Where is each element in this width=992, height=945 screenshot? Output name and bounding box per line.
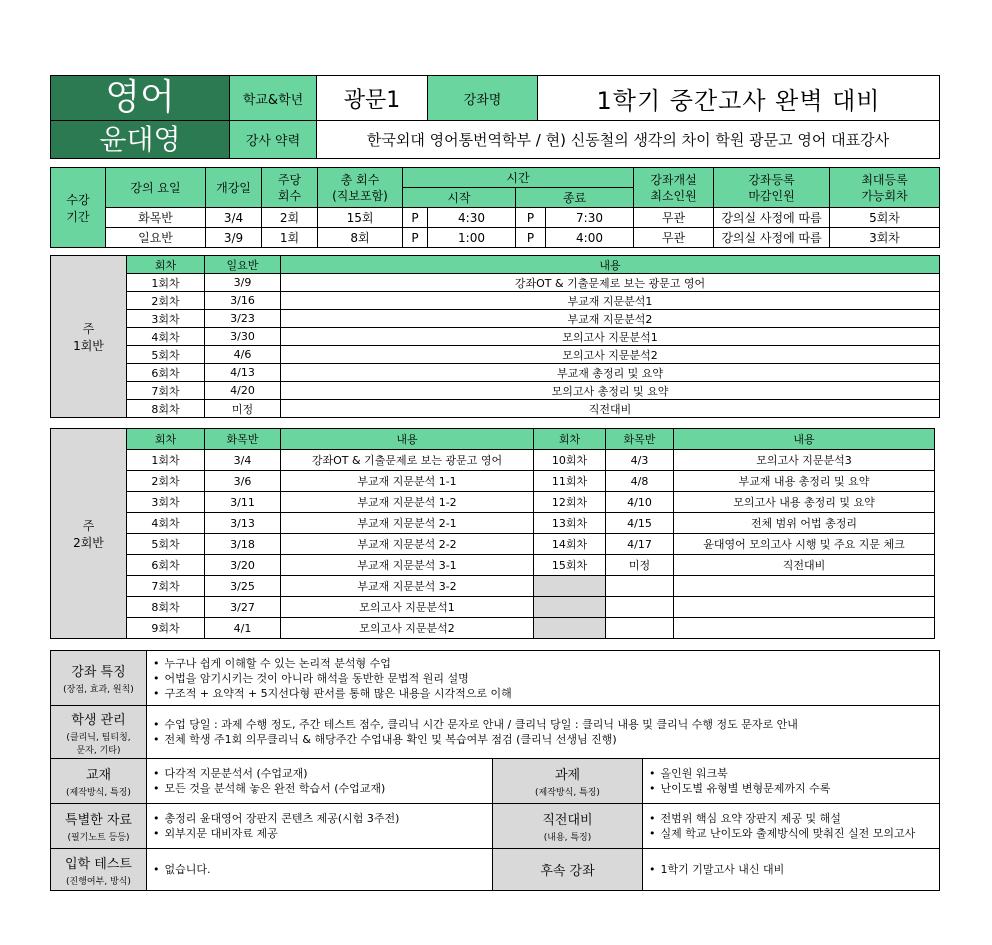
session-number-2: 11회차 bbox=[534, 471, 606, 492]
followup-course-content bbox=[643, 849, 940, 891]
weekly-twice-schedule bbox=[50, 428, 935, 639]
header-date: 일요반 bbox=[205, 256, 281, 274]
label-sub: (장점, 효과, 원칙) bbox=[63, 685, 134, 695]
course-feature-content bbox=[147, 651, 940, 706]
list-item: • 외부지문 대비자료 제공 bbox=[153, 826, 492, 841]
weekly-once-schedule bbox=[50, 255, 940, 418]
session-content: 강좌OT & 기출문제로 보는 광문고 영어 bbox=[281, 274, 940, 292]
ampm-start: P bbox=[403, 208, 428, 228]
entrance-test-label bbox=[51, 849, 147, 891]
label-sub: (제작방식, 특징) bbox=[66, 788, 131, 798]
homework-label bbox=[493, 759, 643, 804]
table-row bbox=[51, 513, 935, 534]
ampm-end: P bbox=[516, 228, 546, 248]
special-material-content bbox=[147, 804, 493, 849]
session-content-2: 직전대비 bbox=[674, 555, 935, 576]
header-content-2: 내용 bbox=[674, 429, 935, 450]
session-date: 미정 bbox=[205, 400, 281, 418]
course-feature-label bbox=[51, 651, 147, 706]
textbook-content bbox=[147, 759, 493, 804]
bullet-list bbox=[153, 766, 492, 796]
textbook-label bbox=[51, 759, 147, 804]
session-number: 3회차 bbox=[127, 310, 205, 328]
session-content: 직전대비 bbox=[281, 400, 940, 418]
header-deadline: 강좌등록 마감인원 bbox=[714, 168, 830, 208]
session-content: 부교재 지문분석 2-2 bbox=[281, 534, 534, 555]
min-people: 무관 bbox=[634, 208, 714, 228]
session-number-2: 12회차 bbox=[534, 492, 606, 513]
header-time-start: 시작 bbox=[403, 188, 516, 208]
list-item: • 없습니다. bbox=[153, 862, 492, 877]
session-content-2: 부교재 내용 총정리 및 요약 bbox=[674, 471, 935, 492]
table-row bbox=[51, 328, 940, 346]
session-number-2 bbox=[534, 618, 606, 639]
session-date-2: 4/10 bbox=[606, 492, 674, 513]
table-row bbox=[51, 471, 935, 492]
session-date: 3/9 bbox=[205, 274, 281, 292]
session-date: 4/13 bbox=[205, 364, 281, 382]
label-main: 특별한 자료 bbox=[65, 813, 132, 828]
session-date-2: 4/8 bbox=[606, 471, 674, 492]
teacher-name: 윤대영 bbox=[51, 121, 230, 159]
list-item: • 어법을 암기시키는 것이 아니라 해석을 동반한 문법적 원리 설명 bbox=[153, 671, 939, 686]
session-date-2 bbox=[606, 576, 674, 597]
followup-course-label bbox=[493, 849, 643, 891]
session-number: 5회차 bbox=[127, 534, 205, 555]
session-date: 3/25 bbox=[205, 576, 281, 597]
week2-side-label: 주 2회반 bbox=[51, 429, 127, 639]
header-day: 강의 요일 bbox=[106, 168, 206, 208]
list-item: • 전범위 핵심 요약 장판지 제공 및 해설 bbox=[649, 811, 939, 826]
course-label: 강좌명 bbox=[428, 76, 538, 121]
label-sub: (필기노트 등등) bbox=[67, 833, 130, 843]
session-number: 6회차 bbox=[127, 555, 205, 576]
table-row bbox=[51, 292, 940, 310]
session-content: 부교재 지문분석2 bbox=[281, 310, 940, 328]
ampm-end: P bbox=[516, 208, 546, 228]
session-number: 7회차 bbox=[127, 576, 205, 597]
session-date: 4/6 bbox=[205, 346, 281, 364]
session-number: 5회차 bbox=[127, 346, 205, 364]
label-main: 입학 테스트 bbox=[65, 856, 132, 872]
session-number: 8회차 bbox=[127, 597, 205, 618]
header-date: 화목반 bbox=[205, 429, 281, 450]
label-sub: (제작방식, 특징) bbox=[535, 788, 600, 798]
bullet-list bbox=[153, 811, 492, 841]
session-content: 모의고사 지문분석2 bbox=[281, 346, 940, 364]
session-date: 3/6 bbox=[205, 471, 281, 492]
session-content: 부교재 지문분석 2-1 bbox=[281, 513, 534, 534]
session-content: 부교재 지문분석 3-2 bbox=[281, 576, 534, 597]
per-week: 2회 bbox=[262, 208, 318, 228]
session-content-2 bbox=[674, 618, 935, 639]
table-row bbox=[51, 346, 940, 364]
session-number: 4회차 bbox=[127, 328, 205, 346]
list-item: • 실제 학교 난이도와 출제방식에 맞춰진 실전 모의고사 bbox=[649, 826, 939, 841]
final-prep-content bbox=[643, 804, 940, 849]
special-material-label bbox=[51, 804, 147, 849]
label-main: 후속 강좌 bbox=[540, 864, 595, 879]
session-number: 4회차 bbox=[127, 513, 205, 534]
table-row bbox=[51, 400, 940, 418]
header-session-2: 회차 bbox=[534, 429, 606, 450]
header-session: 회차 bbox=[127, 256, 205, 274]
table-row bbox=[51, 555, 935, 576]
session-date: 3/18 bbox=[205, 534, 281, 555]
session-number-2: 13회차 bbox=[534, 513, 606, 534]
session-date: 3/20 bbox=[205, 555, 281, 576]
subject-title: 영어 bbox=[51, 76, 230, 121]
course-period-table bbox=[50, 167, 940, 248]
list-item: • 난이도별 유형별 변형문제까지 수록 bbox=[649, 781, 939, 796]
session-number-2: 14회차 bbox=[534, 534, 606, 555]
session-content: 부교재 지문분석1 bbox=[281, 292, 940, 310]
session-content: 부교재 지문분석 1-2 bbox=[281, 492, 534, 513]
week1-side-label: 주 1회반 bbox=[51, 256, 127, 418]
bullet-list bbox=[649, 766, 939, 796]
session-content: 모의고사 지문분석1 bbox=[281, 597, 534, 618]
start-date: 3/9 bbox=[206, 228, 262, 248]
session-date-2: 4/15 bbox=[606, 513, 674, 534]
max-session: 3회차 bbox=[830, 228, 940, 248]
label-sub: (내용, 특징) bbox=[543, 833, 592, 843]
label-sub: (클리닉, 팀티칭, 문자, 기타) bbox=[66, 732, 131, 756]
session-content: 모의고사 지문분석2 bbox=[281, 618, 534, 639]
session-date-2 bbox=[606, 618, 674, 639]
label-main: 직전대비 bbox=[542, 813, 593, 828]
session-content: 모의고사 지문분석1 bbox=[281, 328, 940, 346]
session-date: 3/16 bbox=[205, 292, 281, 310]
deadline: 강의실 사정에 따름 bbox=[714, 208, 830, 228]
session-date-2 bbox=[606, 597, 674, 618]
header-per-week: 주당 회수 bbox=[262, 168, 318, 208]
session-date-2: 4/17 bbox=[606, 534, 674, 555]
table-row bbox=[51, 576, 935, 597]
time-end: 7:30 bbox=[546, 208, 634, 228]
session-content: 부교재 지문분석 3-1 bbox=[281, 555, 534, 576]
header-max: 최대등록 가능회차 bbox=[830, 168, 940, 208]
table-row bbox=[51, 382, 940, 400]
session-content-2 bbox=[674, 597, 935, 618]
session-date: 4/1 bbox=[205, 618, 281, 639]
career-value: 한국외대 영어통번역학부 / 현) 신동철의 생각의 차이 학원 광문고 영어 대표강사 bbox=[317, 121, 940, 159]
session-date: 3/11 bbox=[205, 492, 281, 513]
list-item: • 총정리 윤대영어 장판지 콘텐츠 제공(시험 3주전) bbox=[153, 811, 492, 826]
table-row bbox=[51, 274, 940, 292]
session-content-2 bbox=[674, 576, 935, 597]
period-row bbox=[51, 208, 940, 228]
session-content: 부교재 지문분석 1-1 bbox=[281, 471, 534, 492]
table-row bbox=[51, 492, 935, 513]
session-number-2: 15회차 bbox=[534, 555, 606, 576]
session-number: 1회차 bbox=[127, 274, 205, 292]
list-item: • 수업 당일 : 과제 수행 정도, 주간 테스트 점수, 클리닉 시간 문자로 안내 / 클리닉 당일 : 클리닉 내용 및 클리닉 수행 정도 문자로 안내 bbox=[153, 717, 939, 732]
bullet-list bbox=[153, 656, 939, 701]
day: 화목반 bbox=[106, 208, 206, 228]
final-prep-label bbox=[493, 804, 643, 849]
session-date-2: 미정 bbox=[606, 555, 674, 576]
header-date-2: 화목반 bbox=[606, 429, 674, 450]
list-item: • 구조적 + 요약적 + 5지선다형 판서를 통해 많은 내용을 시각적으로 이해 bbox=[153, 686, 939, 701]
session-date: 3/27 bbox=[205, 597, 281, 618]
header-min: 강좌개설 최소인원 bbox=[634, 168, 714, 208]
label-main: 교재 bbox=[85, 768, 112, 783]
course-title: 1학기 중간고사 완벽 대비 bbox=[538, 76, 940, 121]
list-item: • 다각적 지문분석서 (수업교재) bbox=[153, 766, 492, 781]
time-start: 1:00 bbox=[428, 228, 516, 248]
session-content: 모의고사 총정리 및 요약 bbox=[281, 382, 940, 400]
period-side-label: 수강 기간 bbox=[51, 168, 106, 248]
bullet-list bbox=[649, 862, 939, 877]
session-content-2: 모의고사 지문분석3 bbox=[674, 450, 935, 471]
table-row bbox=[51, 597, 935, 618]
label-main: 강좌 특징 bbox=[71, 665, 126, 680]
label-main: 과제 bbox=[554, 768, 581, 783]
homework-content bbox=[643, 759, 940, 804]
session-date: 4/20 bbox=[205, 382, 281, 400]
label-main: 학생 관리 bbox=[71, 712, 126, 728]
session-date-2: 4/3 bbox=[606, 450, 674, 471]
table-row bbox=[51, 310, 940, 328]
session-content-2: 모의고사 내용 총정리 및 요약 bbox=[674, 492, 935, 513]
list-item: • 누구나 쉽게 이해할 수 있는 논리적 분석형 수업 bbox=[153, 656, 939, 671]
ampm-start: P bbox=[403, 228, 428, 248]
session-number-2 bbox=[534, 576, 606, 597]
school-label: 학교&학년 bbox=[230, 76, 317, 121]
session-content-2: 윤대영어 모의고사 시행 및 주요 지문 체크 bbox=[674, 534, 935, 555]
list-item: • 모든 것을 분석해 놓은 완전 학습서 (수업교재) bbox=[153, 781, 492, 796]
table-row bbox=[51, 364, 940, 382]
student-mgmt-label bbox=[51, 706, 147, 759]
session-number: 3회차 bbox=[127, 492, 205, 513]
day: 일요반 bbox=[106, 228, 206, 248]
header-time-end: 종료 bbox=[516, 188, 634, 208]
session-date: 3/4 bbox=[205, 450, 281, 471]
session-number-2 bbox=[534, 597, 606, 618]
session-number: 7회차 bbox=[127, 382, 205, 400]
table-row bbox=[51, 618, 935, 639]
session-number: 2회차 bbox=[127, 292, 205, 310]
time-start: 4:30 bbox=[428, 208, 516, 228]
career-label: 강사 약력 bbox=[230, 121, 317, 159]
per-week: 1회 bbox=[262, 228, 318, 248]
bullet-list bbox=[153, 862, 492, 877]
header-time: 시간 bbox=[403, 168, 634, 188]
session-content: 부교재 총정리 및 요약 bbox=[281, 364, 940, 382]
min-people: 무관 bbox=[634, 228, 714, 248]
table-row bbox=[51, 450, 935, 471]
session-number: 9회차 bbox=[127, 618, 205, 639]
session-date: 3/13 bbox=[205, 513, 281, 534]
table-row bbox=[51, 534, 935, 555]
session-number-2: 10회차 bbox=[534, 450, 606, 471]
total: 15회 bbox=[318, 208, 403, 228]
header-total: 총 회수 (직보포함) bbox=[318, 168, 403, 208]
session-number: 2회차 bbox=[127, 471, 205, 492]
label-sub: (진행여부, 방식) bbox=[66, 876, 131, 887]
session-content: 강좌OT & 기출문제로 보는 광문고 영어 bbox=[281, 450, 534, 471]
period-row bbox=[51, 228, 940, 248]
session-number: 8회차 bbox=[127, 400, 205, 418]
header-content: 내용 bbox=[281, 429, 534, 450]
header-start-date: 개강일 bbox=[206, 168, 262, 208]
time-end: 4:00 bbox=[546, 228, 634, 248]
header-session: 회차 bbox=[127, 429, 205, 450]
session-content-2: 전체 범위 어법 총정리 bbox=[674, 513, 935, 534]
list-item: • 올인원 워크북 bbox=[649, 766, 939, 781]
course-header bbox=[50, 75, 940, 159]
entrance-test-content bbox=[147, 849, 493, 891]
deadline: 강의실 사정에 따름 bbox=[714, 228, 830, 248]
header-content: 내용 bbox=[281, 256, 940, 274]
total: 8회 bbox=[318, 228, 403, 248]
max-session: 5회차 bbox=[830, 208, 940, 228]
session-number: 6회차 bbox=[127, 364, 205, 382]
school-value: 광문1 bbox=[317, 76, 428, 121]
bullet-list bbox=[153, 717, 939, 747]
start-date: 3/4 bbox=[206, 208, 262, 228]
student-mgmt-content bbox=[147, 706, 940, 759]
session-date: 3/23 bbox=[205, 310, 281, 328]
session-date: 3/30 bbox=[205, 328, 281, 346]
course-features-table bbox=[50, 650, 940, 891]
session-number: 1회차 bbox=[127, 450, 205, 471]
bullet-list bbox=[649, 811, 939, 841]
list-item: • 전체 학생 주1회 의무클리닉 & 해당주간 수업내용 확인 및 복습여부 점검 (클리닉 선생님 진행) bbox=[153, 732, 939, 747]
list-item: • 1학기 기말고사 내신 대비 bbox=[649, 862, 939, 877]
